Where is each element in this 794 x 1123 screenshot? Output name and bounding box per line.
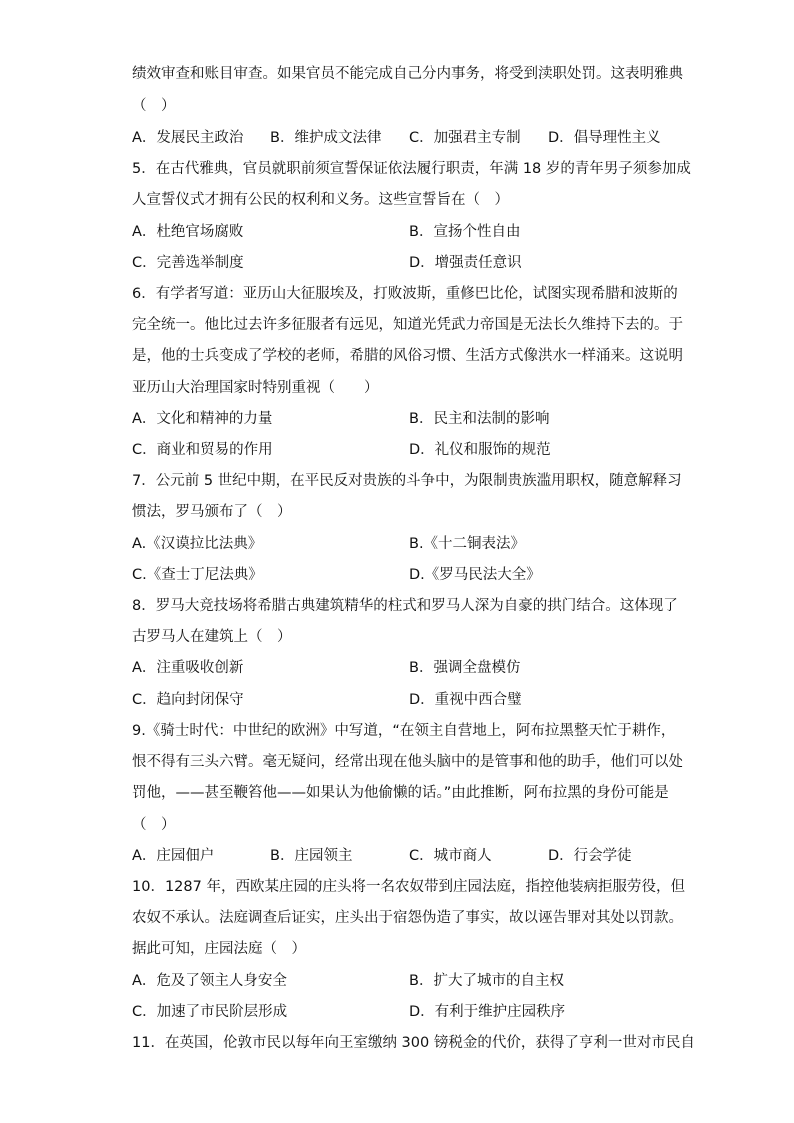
question-6-option-a: A．文化和精神的力量 bbox=[132, 411, 273, 427]
question-10-text-line: 农奴不承认。法庭调查后证实，庄头出于宿怨伪造了事实，故以诬告罪对其处以罚款。 bbox=[132, 910, 683, 926]
question-5-option-d: D．增强责任意识 bbox=[409, 255, 522, 271]
question-6-text-line: 是，他的士兵变成了学校的老师，希腊的风俗习惯、生活方式像洪水一样涌来。这说明 bbox=[132, 348, 683, 364]
question-6-option-c: C．商业和贸易的作用 bbox=[132, 442, 273, 458]
question-10-option-c: C．加速了市民阶层形成 bbox=[132, 1004, 288, 1020]
question-8-text-line: 8．罗马大竞技场将希腊古典建筑精华的柱式和罗马人深为自豪的拱门结合。这体现了 bbox=[132, 598, 678, 614]
question-10-option-b: B．扩大了城市的自主权 bbox=[409, 973, 564, 989]
question-5-option-a: A．杜绝官场腐败 bbox=[132, 224, 244, 240]
question-4-option-a: A．发展民主政治 bbox=[132, 130, 244, 146]
question-10-option-a: A．危及了领主人身安全 bbox=[132, 973, 287, 989]
question-4-option-d: D．倡导理性主义 bbox=[548, 130, 661, 146]
question-7-option-a: A.《汉谟拉比法典》 bbox=[132, 536, 263, 552]
question-10-option-d: D．有利于维护庄园秩序 bbox=[409, 1004, 566, 1020]
question-10-text-line: 10．1287 年，西欧某庄园的庄头将一名农奴带到庄园法庭，指控他装病拒服劳役，但 bbox=[132, 879, 685, 895]
question-8-option-d: D．重视中西合璧 bbox=[409, 692, 522, 708]
question-7-option-c: C.《查士丁尼法典》 bbox=[132, 567, 263, 583]
question-4-text-line: 绩效审查和账目审查。如果官员不能完成自己分内事务，将受到渎职处罚。这表明雅典 bbox=[132, 66, 683, 82]
question-11-text-line: 11．在英国，伦敦市民以每年向王室缴纳 300 镑税金的代价，获得了亨利一世对市民自 bbox=[132, 1035, 695, 1051]
question-6-option-d: D．礼仪和服饰的规范 bbox=[409, 442, 551, 458]
question-6-text-line: 6．有学者写道：亚历山大征服埃及，打败波斯，重修巴比伦，试图实现希腊和波斯的 bbox=[132, 286, 678, 302]
question-5-option-b: B．宣扬个性自由 bbox=[409, 224, 521, 240]
question-7-text-line: 7．公元前 5 世纪中期，在平民反对贵族的斗争中，为限制贵族滥用职权，随意解释习 bbox=[132, 473, 682, 489]
question-8-option-a: A．注重吸收创新 bbox=[132, 660, 244, 676]
question-8-option-c: C．趋向封闭保守 bbox=[132, 692, 244, 708]
question-5-text-line: 人宣誓仪式才拥有公民的权利和义务。这些宣誓旨在（ ） bbox=[132, 192, 509, 208]
question-9-option-b: B．庄园领主 bbox=[270, 848, 353, 864]
question-8-text-line: 古罗马人在建筑上（ ） bbox=[132, 629, 292, 645]
question-9-answer-blank: （ ） bbox=[132, 817, 176, 833]
question-10-text-line: 据此可知，庄园法庭（ ） bbox=[132, 941, 306, 957]
question-6-option-b: B．民主和法制的影响 bbox=[409, 411, 550, 427]
question-9-option-c: C．城市商人 bbox=[409, 848, 492, 864]
question-7-text-line: 惯法，罗马颁布了（ ） bbox=[132, 504, 292, 520]
question-6-text-line: 完全统一。他比过去许多征服者有远见，知道光凭武力帝国是无法长久维持下去的。于 bbox=[132, 317, 683, 333]
question-7-option-d: D.《罗马民法大全》 bbox=[409, 567, 541, 583]
question-5-text-line: 5．在古代雅典，官员就职前须宣誓保证依法履行职责，年满 18 岁的青年男子须参加成 bbox=[132, 161, 691, 177]
question-5-option-c: C．完善选举制度 bbox=[132, 255, 244, 271]
question-9-option-d: D．行会学徒 bbox=[548, 848, 632, 864]
question-4-answer-blank: （ ） bbox=[132, 98, 176, 114]
question-7-option-b: B.《十二铜表法》 bbox=[409, 536, 526, 552]
question-9-text-line: 罚他，——甚至鞭笞他——如果认为他偷懒的话。”由此推断，阿布拉黑的身份可能是 bbox=[132, 785, 669, 801]
question-4-option-b: B．维护成文法律 bbox=[270, 130, 382, 146]
question-9-option-a: A．庄园佃户 bbox=[132, 848, 215, 864]
question-8-option-b: B．强调全盘模仿 bbox=[409, 660, 521, 676]
question-4-option-c: C．加强君主专制 bbox=[409, 130, 521, 146]
question-9-text-line: 9.《骑士时代：中世纪的欧洲》中写道，“在领主自营地上，阿布拉黑整天忙于耕作， bbox=[132, 723, 676, 739]
question-9-text-line: 恨不得有三头六臂。毫无疑问，经常出现在他头脑中的是管事和他的助手，他们可以处 bbox=[132, 754, 683, 770]
question-6-text-line: 亚历山大治理国家时特别重视（ ） bbox=[132, 380, 379, 396]
